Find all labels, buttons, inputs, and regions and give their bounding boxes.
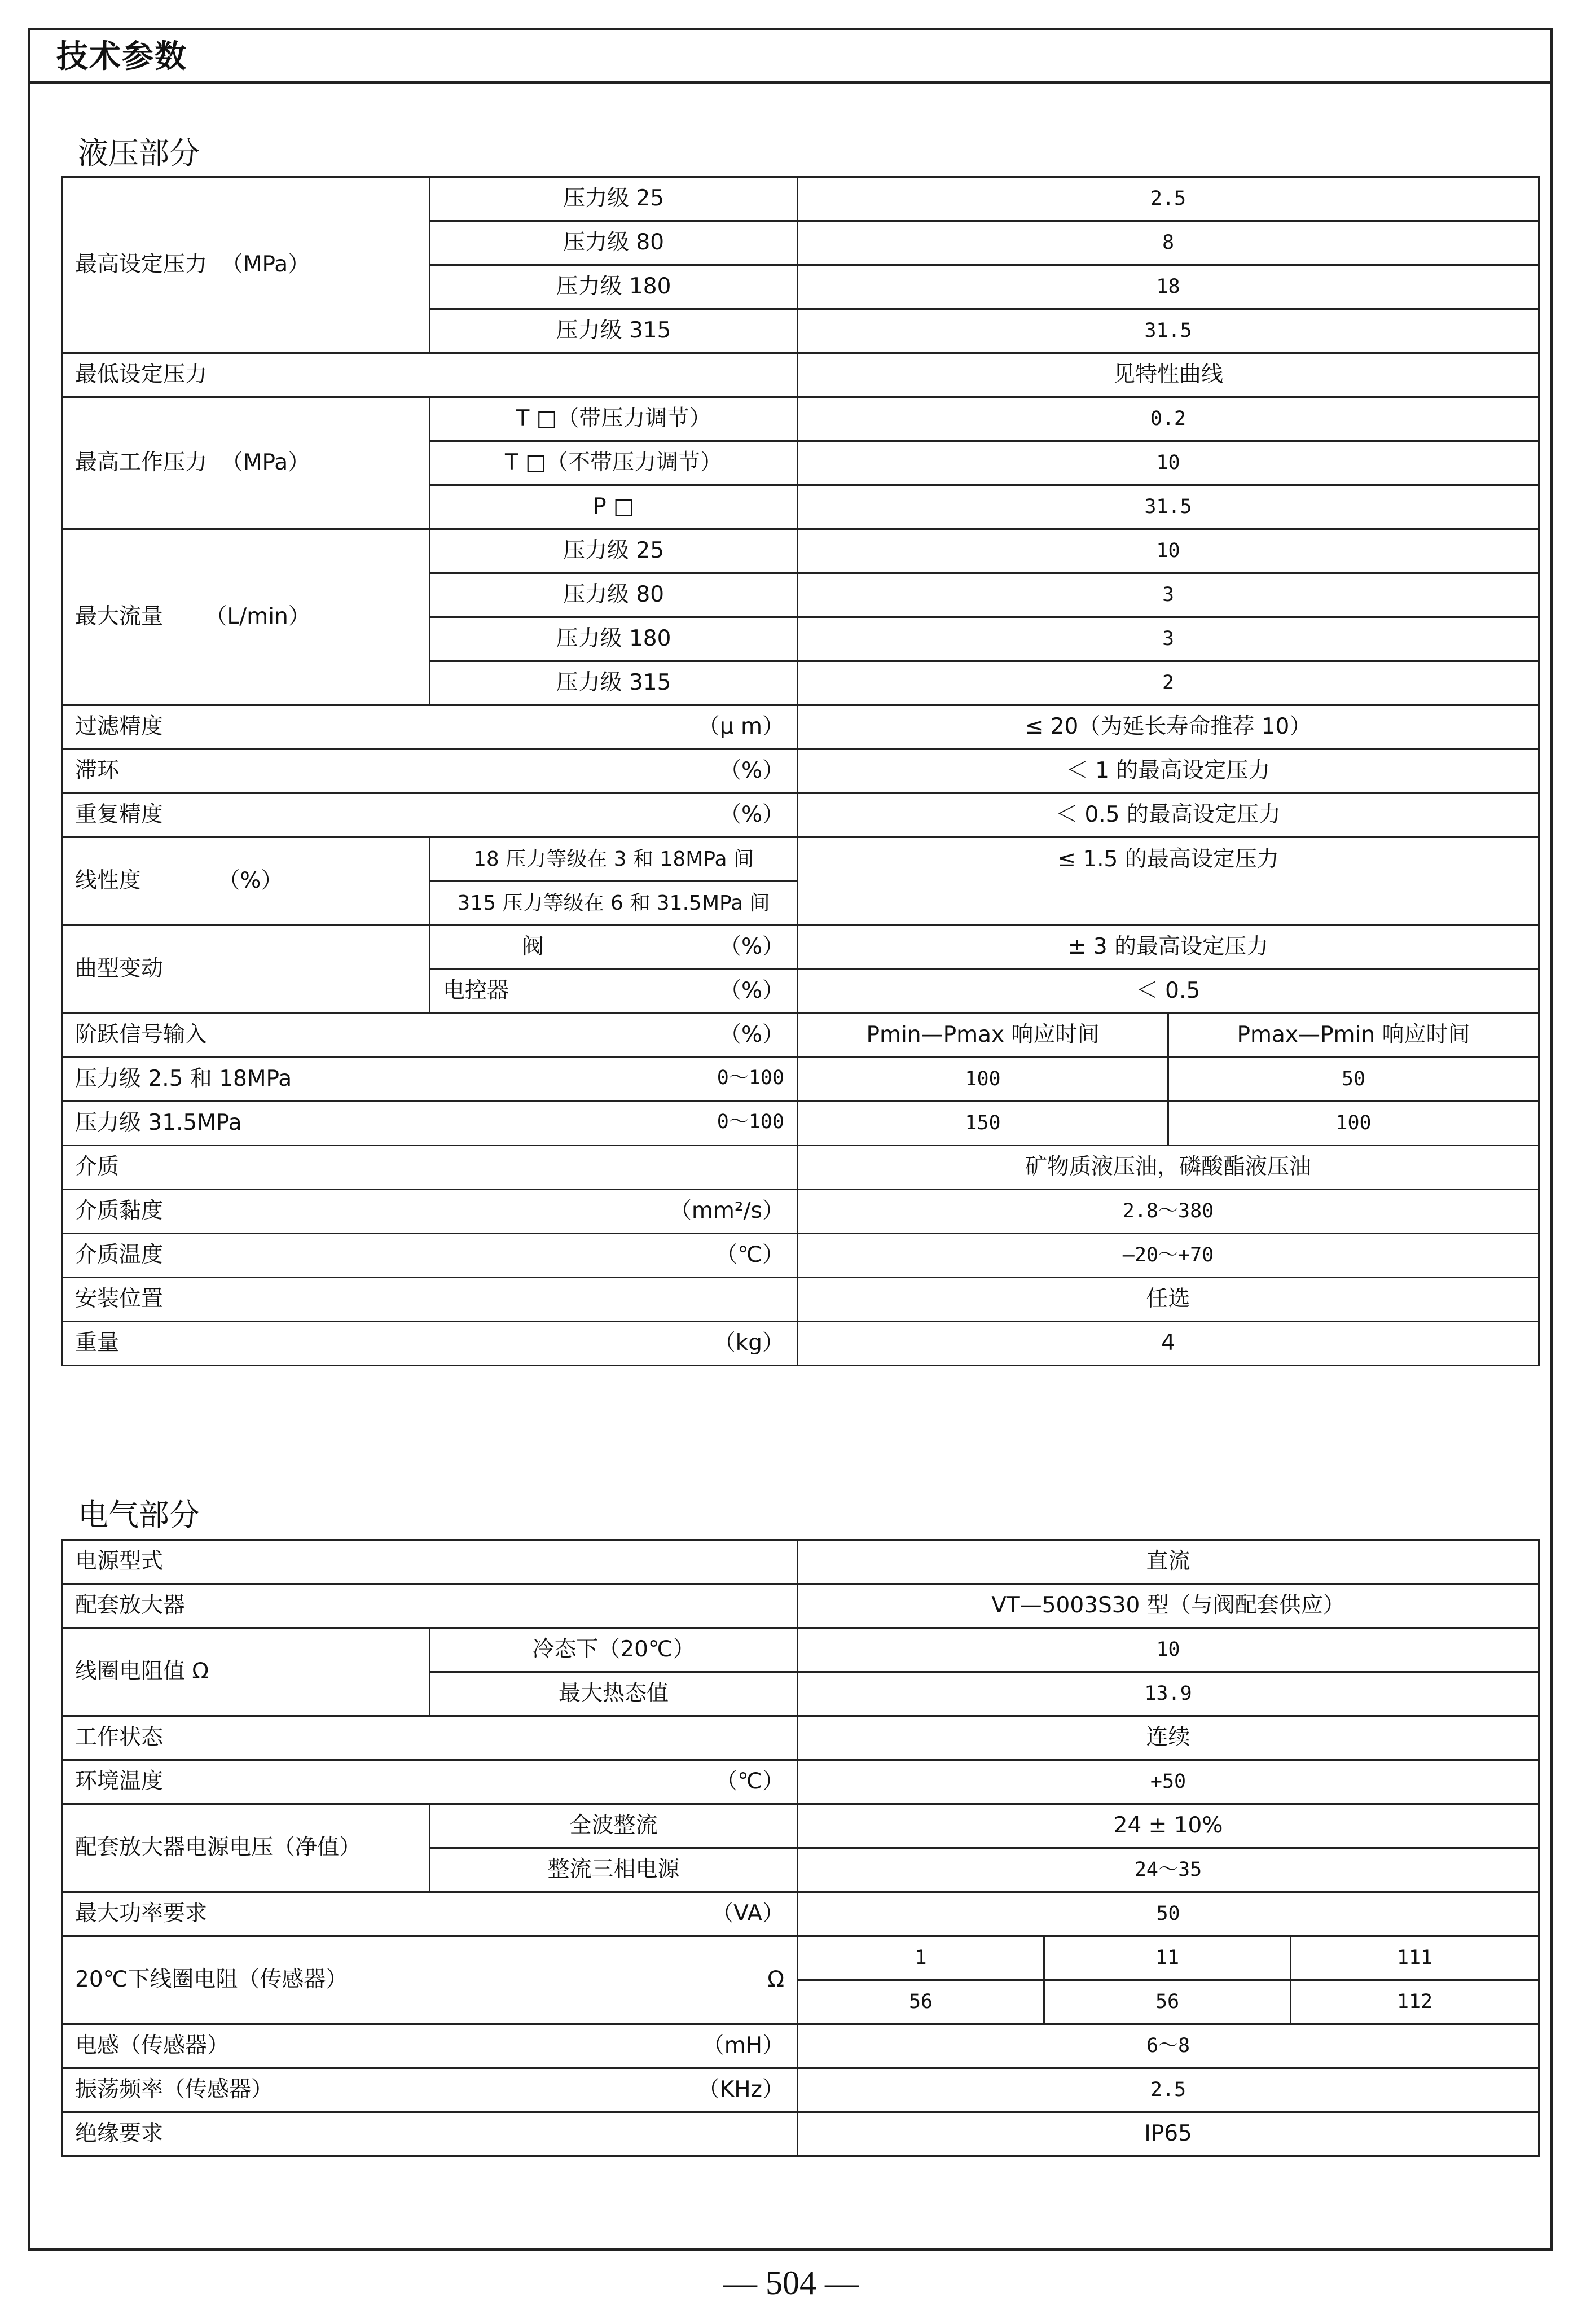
ambient-temp-label: 环境温度 （℃） <box>62 1760 798 1804</box>
min-set-pressure-label: 最低设定压力 <box>62 353 798 397</box>
sub-label: P □ <box>430 485 798 529</box>
value-cell: 112 <box>1291 1980 1539 2024</box>
value-cell: 31.5 <box>798 485 1539 529</box>
table-row <box>62 1234 1539 1278</box>
value-cell: 18 <box>798 265 1539 309</box>
table-row <box>62 1716 1539 1760</box>
value-cell: 13.9 <box>798 1672 1539 1716</box>
inductance-label: 电感（传感器） （mH） <box>62 2024 798 2068</box>
value-cell: 3 <box>798 617 1539 661</box>
table-row <box>62 749 1539 793</box>
value-cell: 100 <box>798 1058 1168 1102</box>
table-row <box>62 353 1539 397</box>
step-row-label: 压力级 2.5 和 18MPa 0～100 <box>62 1058 798 1102</box>
sub-label: 压力级 25 <box>430 529 798 573</box>
sub-label: 整流三相电源 <box>430 1848 798 1892</box>
value-cell: 2 <box>798 661 1539 705</box>
table-row <box>62 2112 1539 2156</box>
sub-label: 阀 （%） <box>430 926 798 970</box>
value-cell: 4 <box>798 1322 1539 1366</box>
amp-voltage-label: 配套放大器电源电压（净值） <box>62 1804 430 1892</box>
value-cell: 50 <box>798 1892 1539 1936</box>
value-cell: ＜ 0.5 的最高设定压力 <box>798 793 1539 837</box>
value-cell: 3 <box>798 573 1539 617</box>
value-cell: 2.5 <box>798 2068 1539 2112</box>
value-cell: 100 <box>1168 1102 1539 1146</box>
value-cell: ＜ 0.5 <box>798 970 1539 1014</box>
value-cell: ± 3 的最高设定压力 <box>798 926 1539 970</box>
value-cell: 111 <box>1291 1936 1539 1980</box>
max-work-pressure-label: 最高工作压力 （MPa） <box>62 397 430 529</box>
table-row <box>62 1190 1539 1234</box>
value-cell: 直流 <box>798 1540 1539 1584</box>
weight-label: 重量 （kg） <box>62 1322 798 1366</box>
table-row <box>62 1102 1539 1146</box>
electrical-spec-table <box>61 1539 1540 2157</box>
hydraulic-spec-table <box>61 176 1540 1366</box>
value-cell: 56 <box>798 1980 1044 2024</box>
medium-label: 介质 <box>62 1146 798 1190</box>
value-cell: 1 <box>798 1936 1044 1980</box>
power-type-label: 电源型式 <box>62 1540 798 1584</box>
repeatability-label: 重复精度 （%） <box>62 793 798 837</box>
table-row <box>62 1322 1539 1366</box>
table-row <box>62 1278 1539 1322</box>
value-cell: ≤ 1.5 的最高设定压力 <box>798 837 1539 926</box>
temperature-label: 介质温度 （℃） <box>62 1234 798 1278</box>
value-cell: 50 <box>1168 1058 1539 1102</box>
sub-label: T □（不带压力调节） <box>430 441 798 485</box>
value-cell: 10 <box>798 441 1539 485</box>
electrical-section-title: 电气部分 <box>78 1497 200 1533</box>
value-cell: 56 <box>1044 1980 1291 2024</box>
sub-label: 冷态下（20℃） <box>430 1628 798 1672</box>
table-row <box>62 529 1539 573</box>
hydraulic-section-title: 液压部分 <box>78 135 200 171</box>
sub-label: 最大热态值 <box>430 1672 798 1716</box>
linearity-label: 线性度 （%） <box>62 837 430 926</box>
amplifier-label: 配套放大器 <box>62 1584 798 1628</box>
table-row <box>62 1936 1539 1980</box>
max-power-label: 最大功率要求 （VA） <box>62 1892 798 1936</box>
sub-label: 全波整流 <box>430 1804 798 1848</box>
step-col2-header: Pmax—Pmin 响应时间 <box>1168 1014 1539 1058</box>
value-cell: 10 <box>798 1628 1539 1672</box>
curve-variation-label: 曲型变动 <box>62 926 430 1014</box>
filtration-label: 过滤精度 （μ m） <box>62 705 798 749</box>
value-cell: 31.5 <box>798 309 1539 353</box>
table-row <box>62 926 1539 970</box>
value-cell: 11 <box>1044 1936 1291 1980</box>
frequency-label: 振荡频率（传感器） （KHz） <box>62 2068 798 2112</box>
sub-label: 压力级 80 <box>430 573 798 617</box>
table-row <box>62 177 1539 221</box>
value-cell: 任选 <box>798 1278 1539 1322</box>
table-row <box>62 397 1539 441</box>
table-row <box>62 1146 1539 1190</box>
table-row <box>62 2024 1539 2068</box>
table-row <box>62 705 1539 749</box>
value-cell: 24～35 <box>798 1848 1539 1892</box>
install-label: 安装位置 <box>62 1278 798 1322</box>
table-row <box>62 1584 1539 1628</box>
value-cell: 2.8～380 <box>798 1190 1539 1234</box>
value-cell: 10 <box>798 529 1539 573</box>
table-row <box>62 1058 1539 1102</box>
value-cell: 8 <box>798 221 1539 265</box>
sub-label: 压力级 315 <box>430 309 798 353</box>
page-header <box>30 30 1550 84</box>
table-row <box>62 2068 1539 2112</box>
max-flow-label: 最大流量 （L/min） <box>62 529 430 705</box>
value-cell: 24 ± 10% <box>798 1804 1539 1848</box>
table-row <box>62 837 1539 882</box>
table-row <box>62 1540 1539 1584</box>
sub-label: 电控器 （%） <box>430 970 798 1014</box>
insulation-label: 绝缘要求 <box>62 2112 798 2156</box>
value-cell: 矿物质液压油，磷酸酯液压油 <box>798 1146 1539 1190</box>
table-row <box>62 1628 1539 1672</box>
page-title: 技术参数 <box>56 38 187 75</box>
step-row-label: 压力级 31.5MPa 0～100 <box>62 1102 798 1146</box>
sub-label: 压力级 25 <box>430 177 798 221</box>
table-row <box>62 793 1539 837</box>
hysteresis-label: 滞环 （%） <box>62 749 798 793</box>
value-cell: +50 <box>798 1760 1539 1804</box>
work-state-label: 工作状态 <box>62 1716 798 1760</box>
value-cell: —20～+70 <box>798 1234 1539 1278</box>
max-set-pressure-label: 最高设定压力 （MPa） <box>62 177 430 353</box>
viscosity-label: 介质黏度 （mm²/s） <box>62 1190 798 1234</box>
sub-label: 压力级 315 <box>430 661 798 705</box>
page-number: — 504 — <box>723 2264 859 2301</box>
value-cell: 连续 <box>798 1716 1539 1760</box>
sub-label: 18 压力等级在 3 和 18MPa 间 <box>430 837 798 882</box>
value-cell: ≤ 20（为延长寿命推荐 10） <box>798 705 1539 749</box>
value-cell: ＜ 1 的最高设定压力 <box>798 749 1539 793</box>
sub-label: 315 压力等级在 6 和 31.5MPa 间 <box>430 882 798 926</box>
sensor-resistance-label: 20℃下线圈电阻（传感器） Ω <box>62 1936 798 2024</box>
value-cell: 150 <box>798 1102 1168 1146</box>
value-cell: 0.2 <box>798 397 1539 441</box>
table-row <box>62 1760 1539 1804</box>
value-cell: 2.5 <box>798 177 1539 221</box>
coil-resistance-label: 线圈电阻值 Ω <box>62 1628 430 1716</box>
sub-label: 压力级 80 <box>430 221 798 265</box>
value-cell: IP65 <box>798 2112 1539 2156</box>
value-cell: 见特性曲线 <box>798 353 1539 397</box>
step-col1-header: Pmin—Pmax 响应时间 <box>798 1014 1168 1058</box>
value-cell: VT—5003S30 型（与阀配套供应） <box>798 1584 1539 1628</box>
sub-label: 压力级 180 <box>430 617 798 661</box>
value-cell: 6～8 <box>798 2024 1539 2068</box>
sub-label: T □（带压力调节） <box>430 397 798 441</box>
table-row <box>62 1892 1539 1936</box>
table-row <box>62 1804 1539 1848</box>
step-signal-label: 阶跃信号输入 （%） <box>62 1014 798 1058</box>
sub-label: 压力级 180 <box>430 265 798 309</box>
table-row <box>62 1014 1539 1058</box>
